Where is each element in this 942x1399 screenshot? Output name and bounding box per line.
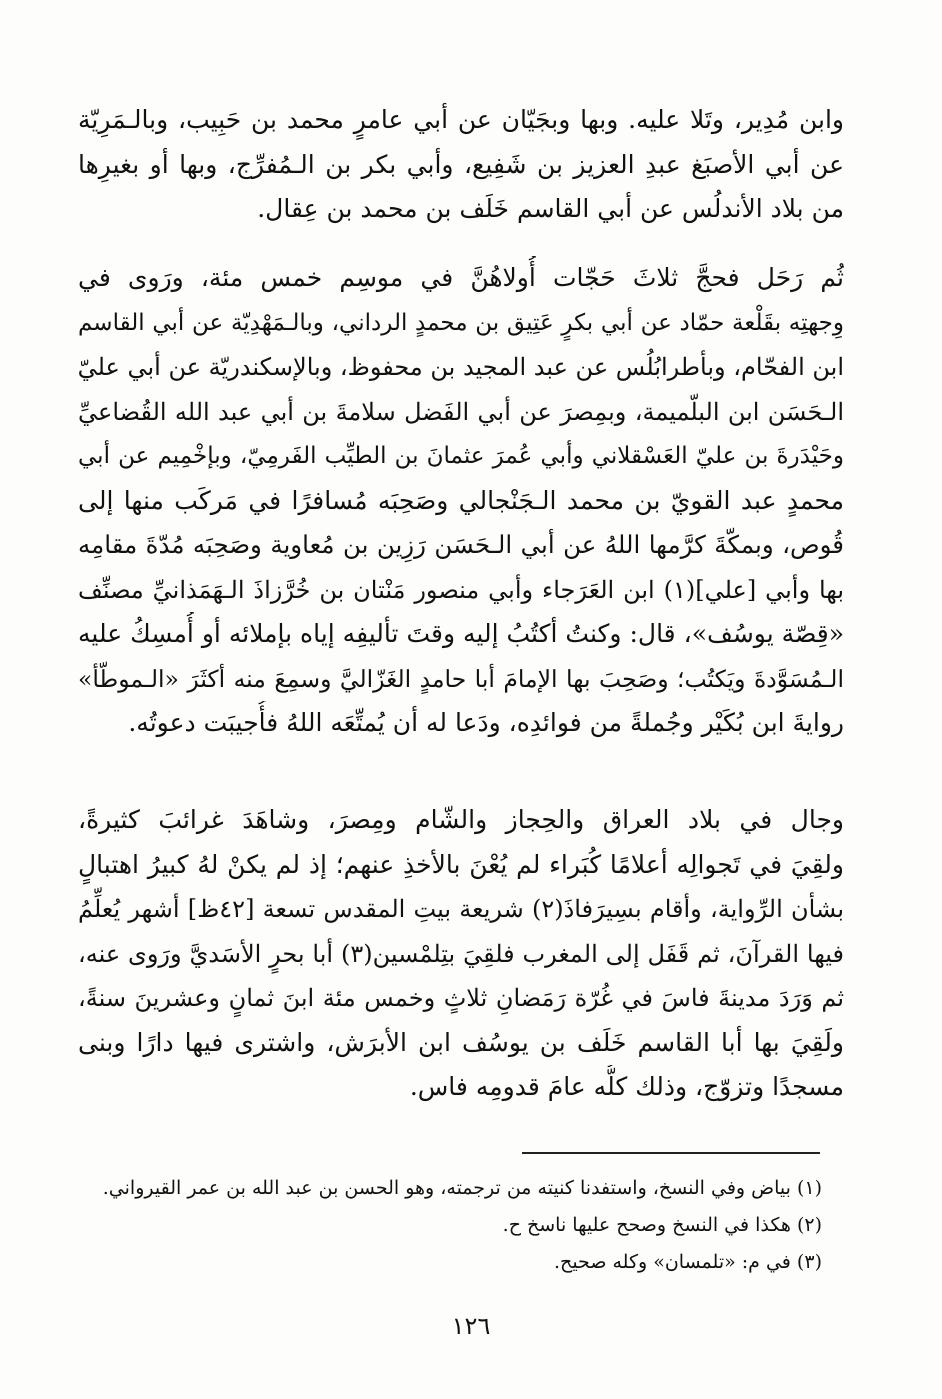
text-line: بها وأبي [علي](١) ابن العَرَجاء وأبي منصور مَنْتان بن خُرَّزاذَ الـهَمَذانيِّ مصنِّف: [78, 575, 844, 604]
text-line: الـحَسَن ابن البلّميمة، وبمِصرَ عن أبي الفَضل سلامةَ بن أبي عبد الله القُضاعيِّ: [78, 397, 844, 426]
footnotes: [78, 1170, 822, 1281]
text-line: قُوص، وبمكّةَ كرَّمها اللهُ عن أبي الـحَسَن رَزِين بن مُعاوية وصَحِبَه مُدّةَ مقامِه: [78, 530, 844, 559]
footnote-2: (٢) هكذا في النسخ وصحح عليها ناسخ ح.: [502, 1214, 822, 1236]
text-line: ثم وَرَدَ مدينةَ فاسَ في غُرّة رَمَضانِ ثلاثٍ وخمس مئة ابنَ ثمانٍ وعشرينَ سنةً،: [78, 984, 844, 1012]
paragraph-1: [78, 98, 844, 232]
text-line: «قِصّة يوسُف»، قال: وكنتُ أكتُبُ إليه وقتَ تأليفِه إياه بإملائه أو أُمسِكُ عليه: [78, 619, 844, 648]
text-line: وِجهتِه بقَلْعة حمّاد عن أبي بكرٍ عَتِيق بن محمدٍ الرداني، وبالـمَهْدِيّة عن أبي القاسم: [78, 309, 844, 336]
text-line: بشأن الرِّواية، وأقام بسِيرَفاذَ(٢) شريعة بيتِ المقدس تسعة [٤٢ظ] أشهر يُعلِّمُ: [78, 895, 844, 923]
text-line: الـمُسَوَّدةَ ويَكتُب؛ وصَحِبَ بها الإمامَ أبا حامدٍ الغَزّاليَّ وسمِعَ منه أكثَرَ «الـموطّأ»: [78, 664, 844, 693]
text-line: وابن مُدِير، وتَلا عليه. وبها وبجَيّان عن أبي عامرٍ محمد بن حَبِيب، وبالـمَرِيّة: [78, 105, 844, 134]
text-line: مسجدًا وتزوّج، وذلك كلُّه عامَ قدومِه فاس.: [409, 1072, 844, 1101]
footnote-1: (١) بياض وفي النسخ، واستفدنا كنيته من ترجمته، وهو الحسن بن عبد الله بن عمر القيرواني.: [102, 1177, 822, 1199]
text-line: عن أبي الأصبَغ عبدِ العزيز بن شَفِيع، وأبي بكر بن الـمُفرِّج، وبها أو بغيرِها: [78, 149, 844, 179]
page-number: ١٢٦: [451, 1312, 491, 1340]
text-line: فيها القرآنَ، ثم قَفَل إلى المغرب فلقِيَ بتِلمْسين(٣) أبا بحرٍ الأسَديَّ ورَوى عنه،: [78, 939, 844, 968]
text-line: ثُم رَحَل فحجَّ ثلاثَ حَجّات أُولاهُنَّ في موسِم خمس مئة، ورَوى في: [78, 263, 844, 292]
footnote-3: (٣) في م: «تلمسان» وكله صحيح.: [554, 1251, 822, 1273]
text-line: من بلاد الأندلُس عن أبي القاسم خَلَف بن محمد بن عِقال.: [257, 194, 844, 223]
text-line: وجال في بلاد العراق والحِجاز والشّام ومِصرَ، وشاهَدَ غرائبَ كثيرةً،: [78, 805, 844, 834]
paragraph-2: [78, 256, 844, 746]
text-line: ابن الفحّام، وبأطرابُلُس عن عبد المجيد بن محفوظ، وبالإسكندريّة عن أبي عليّ: [78, 353, 844, 381]
paragraph-3: [78, 798, 844, 1110]
text-line: ولَقِيَ بها أبا القاسم خَلَف بن يوسُف ابن الأبرَش، واشترى فيها دارًا وبنى: [78, 1027, 844, 1057]
text-line: روايةَ ابن بُكَيْر وجُملةً من فوائدِه، ودَعا له أن يُمتِّعَه اللهُ فأُجيبَت دعوتُه.: [128, 708, 844, 737]
text-line: محمدٍ عبد القويّ بن محمد الـجَنْجالي وصَحِبَه مُسافرًا في مَركَب منها إلى: [78, 485, 844, 515]
text-line: ولقِيَ في تَجوالِه أعلامًا كُبَراء لم يُعْنَ بالأخذِ عنهم؛ إذ لم يكنْ لهُ كبيرُ اهتبالٍ: [78, 849, 844, 879]
footnote-separator: [522, 1152, 820, 1154]
text-line: وحَيْدَرةَ بن عليّ العَسْقلاني وأبي عُمرَ عثمانَ بن الطيِّب الفَرمِيّ، وبإخْمِيم عن أبي: [78, 443, 844, 469]
